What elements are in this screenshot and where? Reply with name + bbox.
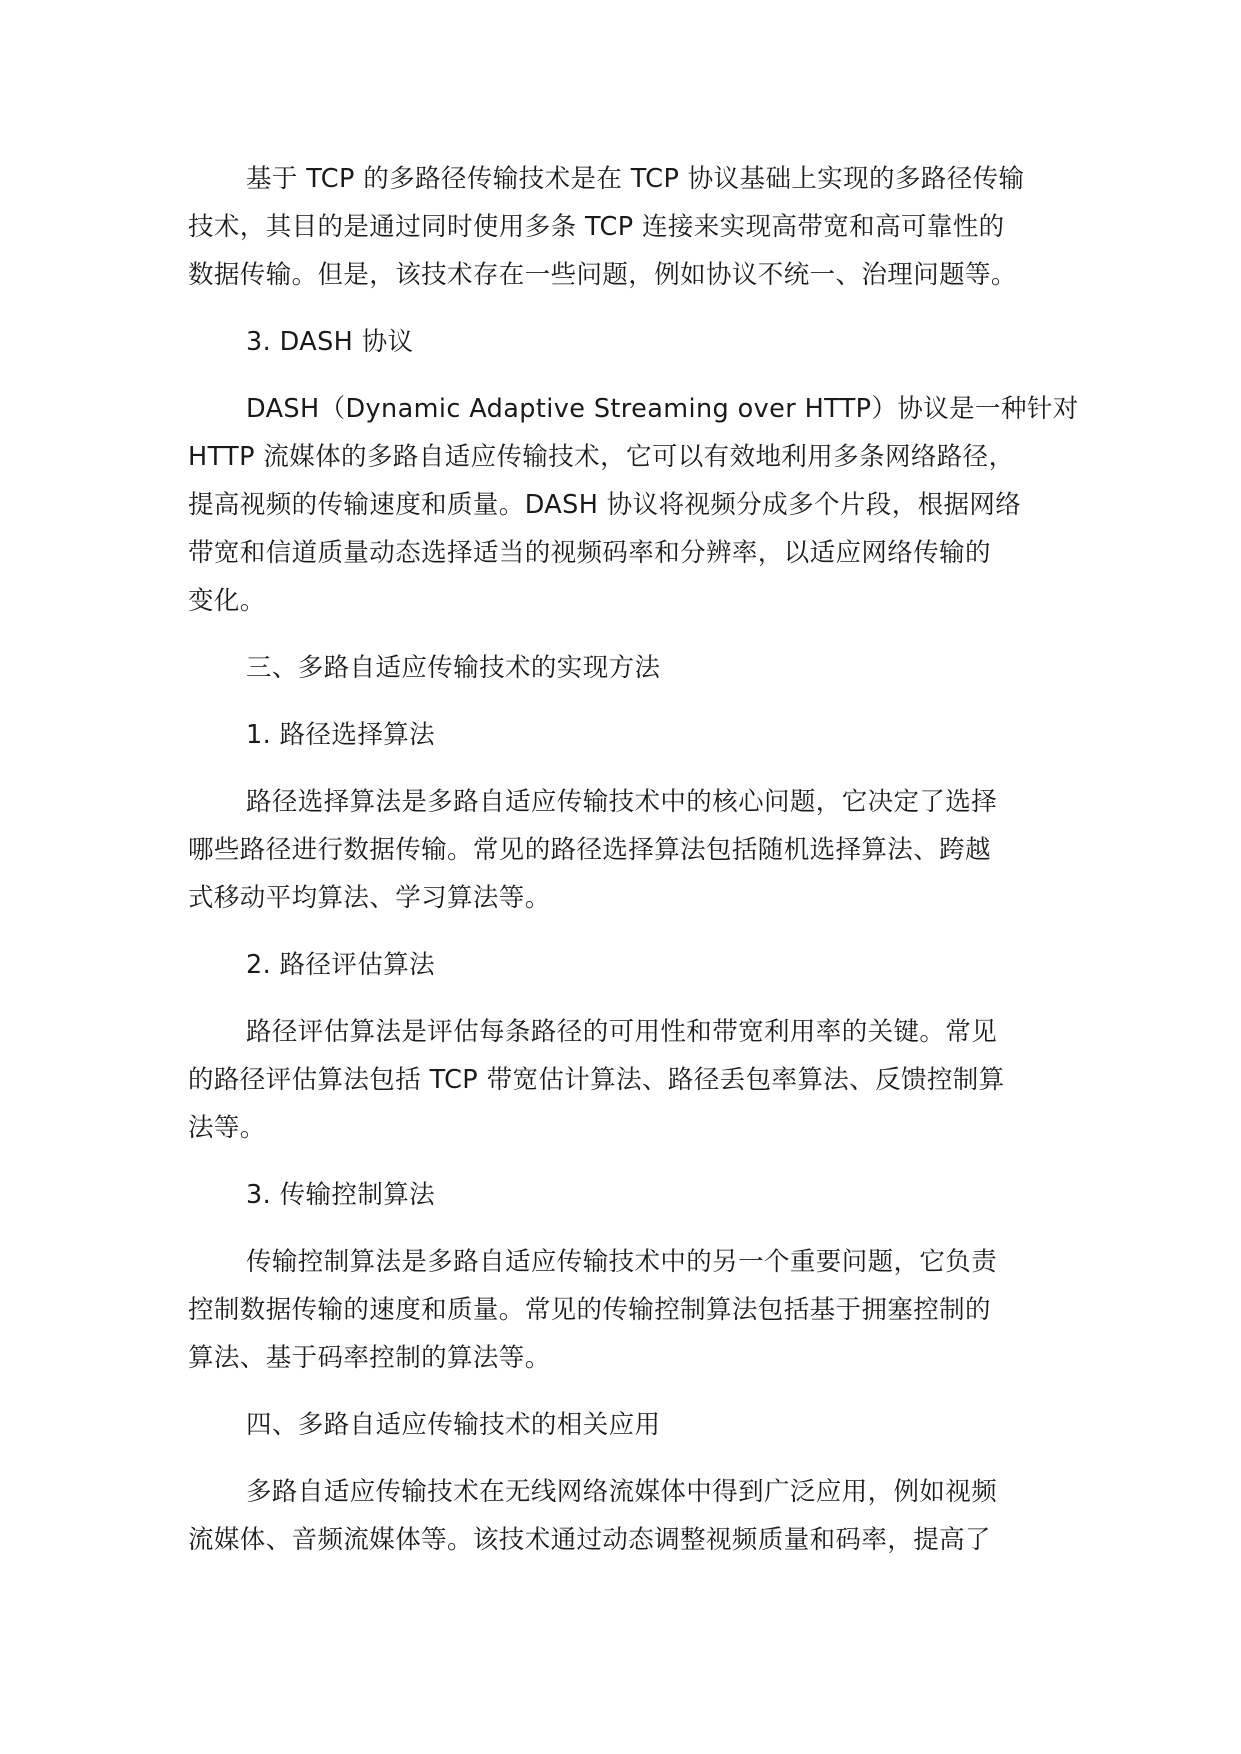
text-line: 多路自适应传输技术在无线网络流媒体中得到广泛应用，例如视频 — [246, 1477, 998, 1507]
text-line: 带宽和信道质量动态选择适当的视频码率和分辨率，以适应网络传输的 — [188, 538, 991, 568]
heading-transmission-control: 3. 传输控制算法 — [246, 1180, 436, 1210]
text-line: 式移动平均算法、学习算法等。 — [188, 883, 551, 913]
text-line: 路径评估算法是评估每条路径的可用性和带宽利用率的关键。常见 — [246, 1017, 998, 1047]
text-line: 变化。 — [188, 586, 266, 616]
text-line: 传输控制算法是多路自适应传输技术中的另一个重要问题，它负责 — [246, 1247, 998, 1277]
heading-dash-protocol: 3. DASH 协议 — [246, 327, 414, 357]
heading-path-evaluation: 2. 路径评估算法 — [246, 950, 436, 980]
heading-section-four: 四、多路自适应传输技术的相关应用 — [246, 1410, 661, 1440]
text-line: 路径选择算法是多路自适应传输技术中的核心问题，它决定了选择 — [246, 787, 998, 817]
paragraph-path-selection — [188, 778, 1078, 922]
paragraph-tcp-multipath — [188, 155, 1078, 299]
heading-path-selection: 1. 路径选择算法 — [246, 720, 436, 750]
paragraph-transmission-control — [188, 1238, 1078, 1382]
paragraph-dash — [188, 385, 1078, 625]
heading-section-three: 三、多路自适应传输技术的实现方法 — [246, 653, 661, 683]
text-line: 流媒体、音频流媒体等。该技术通过动态调整视频质量和码率，提高了 — [188, 1525, 991, 1555]
text-line: 基于 TCP 的多路径传输技术是在 TCP 协议基础上实现的多路径传输 — [246, 164, 1025, 194]
document-page — [188, 155, 1078, 1583]
text-line: 哪些路径进行数据传输。常见的路径选择算法包括随机选择算法、跨越 — [188, 835, 991, 865]
paragraph-applications — [188, 1468, 1078, 1564]
paragraph-path-evaluation — [188, 1008, 1078, 1152]
text-line: 的路径评估算法包括 TCP 带宽估计算法、路径丢包率算法、反馈控制算 — [188, 1065, 1005, 1095]
text-line: 数据传输。但是，该技术存在一些问题，例如协议不统一、治理问题等。 — [188, 260, 1017, 290]
text-line: 法等。 — [188, 1113, 266, 1143]
text-line: 算法、基于码率控制的算法等。 — [188, 1343, 551, 1373]
text-line: HTTP 流媒体的多路自适应传输技术，它可以有效地利用多条网络路径， — [188, 442, 1015, 472]
text-line: 控制数据传输的速度和质量。常见的传输控制算法包括基于拥塞控制的 — [188, 1295, 991, 1325]
text-line: 提高视频的传输速度和质量。DASH 协议将视频分成多个片段，根据网络 — [188, 490, 1022, 520]
text-line: DASH（Dynamic Adaptive Streaming over HTTP）协议是一种针对 — [246, 394, 1079, 424]
text-line: 技术，其目的是通过同时使用多条 TCP 连接来实现高带宽和高可靠性的 — [188, 212, 1005, 242]
